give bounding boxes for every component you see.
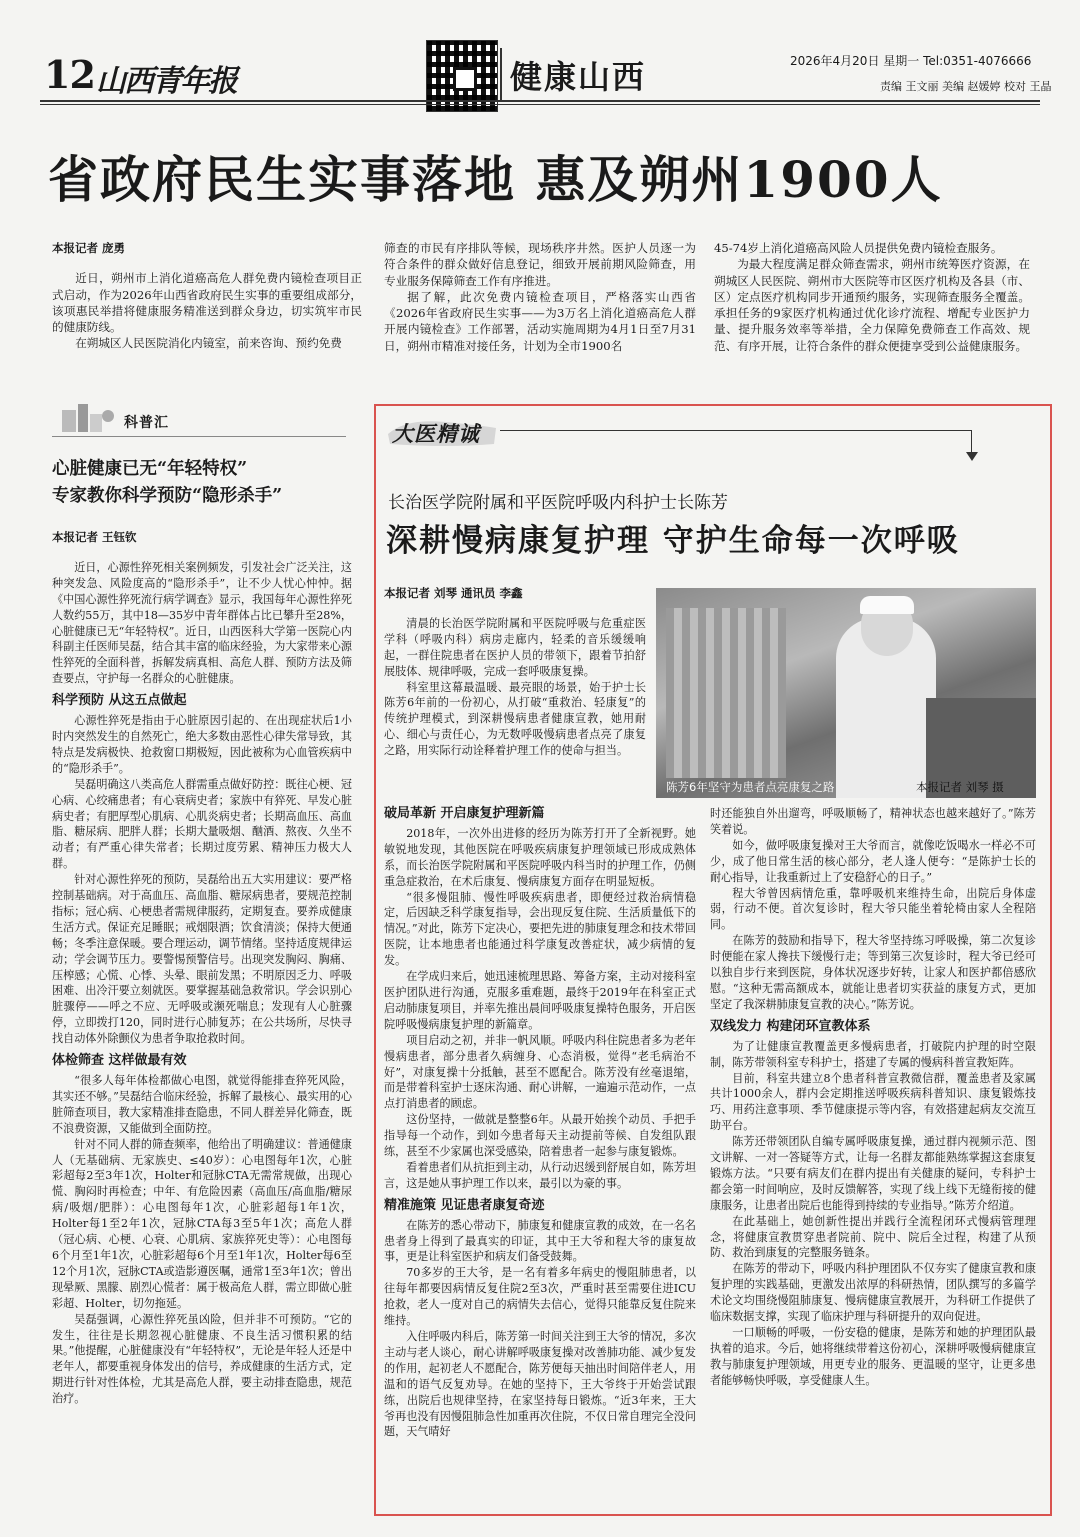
feature-paragraph: 清晨的长治医学院附属和平医院呼吸与危重症医学科（呼吸内科）病房走廊内，轻柔的音乐缓缓响起，一群住院患者在医护人员的带领下，跟着节拍舒展肢体、规律呼吸，完成一套呼吸康复操。: [384, 616, 646, 678]
feature-kicker: 长治医学院附属和平医院呼吸内科护士长陈芳: [388, 493, 728, 513]
kepu-title-line-2: 专家教你科学预防“隐形杀手”: [52, 486, 283, 506]
lead-paragraph: 据了解，此次免费内镜检查项目，严格落实山西省《2026年省政府民生实事——为3万名上消化道癌高危人群开展内镜检查》工作部署，活动实施周期为4月1日至7月31日，朔州市精准对接任务，计划为全市1900名: [384, 289, 696, 353]
lead-paragraph: 45-74岁上消化道癌高风险人员提供免费内镜检查服务。: [714, 241, 1003, 255]
feature-paragraph: 入住呼吸内科后，陈芳第一时间关注到王大爷的情况，多次主动与老人谈心，耐心讲解呼吸康复操对改善肺功能、减少复发的作用，起初老人不愿配合，陈芳便每天抽出时间陪伴老人，用温和的语气反复劝导。在她的坚持下，王大爷终于开始尝试跟练，出院后也规律坚持，在家坚持每日锻炼。“近3年来，王大爷再也没有因慢阻肺急性加重再次住院，不仅日常自理完全没问题，天气晴好: [384, 1330, 696, 1439]
arrow-down-icon: [966, 452, 978, 461]
feature-paragraph: 在此基础上，她创新性提出并践行全流程闭环式慢病管理理念，将健康宣教贯穿患者院前、院中、院后全过程，构建了从预防、救治到康复的完整服务链条。: [710, 1214, 1036, 1260]
kepu-subheading-2: 体检筛查 这样做最有效: [52, 1053, 187, 1069]
feature-paragraph: 如今，做呼吸康复操对王大爷而言，就像吃饭喝水一样必不可少，成了他日常生活的核心部分，老人逢人便夸：“是陈护士长的耐心指导，让我重新过上了安稳舒心的日子。”: [710, 838, 1036, 884]
kepu-paragraph: 吴磊明确这八类高危人群需重点做好防控：既往心梗、冠心病、心绞痛患者；有心衰病史者；家族中有猝死、早发心脏病史者；有肥厚型心肌病、心肌炎病史者；长期高血压、高血脂、糖尿病、肥胖人群；长期大量吸烟、酗酒、熬夜、久坐不动者；有严重心律失常者；长期过度劳累、精神压力极大人群。: [52, 777, 352, 871]
feature-paragraph: 科室里这幕最温暖、最亮眼的场景，始于护士长陈芳6年前的一份初心，从打破“重救治、轻康复”的传统护理模式，到深耕慢病患者健康宣教，她用耐心、细心与责任心，为无数呼吸慢病患者点亮了康复之路，用实际行动诠释着护理工作的使命与担当。: [384, 680, 646, 758]
feature-subheading-2: 精准施策 见证患者康复奇迹: [384, 1197, 545, 1213]
lead-paragraph: 在朔城区人民医院消化内镜室，前来咨询、预约免费: [75, 336, 342, 351]
kepu-title-line-1: 心脏健康已无“年轻特权”: [52, 459, 248, 479]
feature-photo[interactable]: [656, 588, 1036, 798]
feature-middle-column: [384, 800, 696, 1440]
kepu-paragraph: “很多人每年体检都做心电图，就觉得能排查猝死风险，其实还不够。”吴磊结合临床经验，拆解了最核心、最实用的心脏筛查项目，教大家精准排查隐患，不同人群差异化筛查，既不浪费资源，又能做到全面防控。: [52, 1074, 352, 1135]
feature-byline: 本报记者 刘琴 通讯员 李鑫: [384, 586, 523, 600]
feature-paragraph: 为了让健康宣教覆盖更多慢病患者，打破院内护理的时空限制，陈芳带领科室专科护士，搭建了专属的慢病科普宣教矩阵。: [710, 1039, 1036, 1069]
feature-paragraph: 一口顺畅的呼吸，一份安稳的健康，是陈芳和她的护理团队最执着的追求。今后，她将继续带着这份初心，深耕呼吸慢病健康宣教与肺康复护理领域，用更专业的服务、更温暖的坚守，让更多患者能够畅快呼吸，享受健康人生。: [710, 1326, 1036, 1387]
science-illustration-icon: [60, 402, 116, 434]
feature-paragraph: 时还能独自外出遛弯，呼吸顺畅了，精神状态也越来越好了。”陈芳笑着说。: [710, 807, 1036, 836]
feature-paragraph: 目前，科室共建立8个患者科普宣教微信群，覆盖患者及家属共计1000余人，群内会定期推送呼吸疾病科普知识、康复锻炼技巧、用药注意事项、季节健康提示等内容，有效搭建起病友交流互助平台。: [710, 1071, 1036, 1133]
feature-right-column: [710, 806, 1036, 1389]
editors-line: 责编 王文丽 美编 赵媛婷 校对 王晶: [880, 80, 1052, 93]
kepu-byline: 本报记者 王钰钦: [52, 530, 137, 544]
feature-paragraph: 在陈芳的鼓励和指导下，程大爷坚持练习呼吸操，第二次复诊时便能在家人搀扶下缓慢行走；等到第三次复诊时，程大爷已经可以独自步行来到医院，身体状况逐步好转，让家人和医护都倍感欣慰。“这种无需高额成本，就能让患者切实获益的康复方式，更加坚定了我深耕肺康复宣教的决心。”陈芳说。: [710, 934, 1036, 1011]
kepu-paragraph: 针对心源性猝死的预防，吴磊给出五大实用建议：要严格控制基础病。对于高血压、高血脂、糖尿病患者，要规范控制指标；冠心病、心梗患者需规律服药，定期复查。要养成健康生活方式。保证充足睡眠；戒烟限酒；饮食清淡；保持大便通畅；冬季注意保暖。要合理运动，调节情绪。坚持适度规律运动；学会调节压力。要警惕预警信号。出现突发胸闷、胸痛、压榨感；心慌、心悸、头晕、眼前发黑；不明原因乏力、呼吸困难、出冷汗要立刻就医。要掌握基础急救常识。学会识别心脏骤停——呼之不应、无呼吸或濒死喘息；发现有人心脏骤停，立即拨打120，同时进行心肺复苏；在公共场所，尽快寻找自动体外除颤仪为患者争取抢救时间。: [52, 873, 352, 1046]
kepu-title: [52, 456, 352, 510]
header-rule-thin: [40, 104, 1040, 105]
section-divider: [500, 48, 502, 100]
lead-column-2: [384, 240, 696, 354]
kepu-paragraph: 近日，心源性猝死相关案例频发，引发社会广泛关注，这种突发急、风险度高的“隐形杀手”，让不少人忧心忡忡。据《中国心源性猝死流行病学调查》显示，我国每年心源性猝死人数约55万，其中18—35岁中青年群体占比已攀升至28%，心脏健康已无“年轻特权”。近日，山西医科大学第一医院心内科副主任医师吴磊，结合其丰富的临床经验，为大家带来心源性猝死的全面科普，拆解发病真相、高危人群、预防方法及筛查要点，守护每一名群众的心脏健康。: [52, 560, 352, 686]
section-title: 健康山西: [510, 58, 647, 96]
lead-paragraph: 筛查的市民有序排队等候，现场秩序井然。医护人员逐一为符合条件的群众做好信息登记，细致开展前期风险筛查，用专业服务保障筛查工作有序推进。: [384, 241, 696, 288]
kepu-paragraph: 心源性猝死是指由于心脏原因引起的、在出现症状后1小时内突然发生的自然死亡，绝大多数由恶性心律失常导致，其特点是发病极快、抢救窗口期极短，因此被称为心血管疾病中的“隐形杀手”。: [52, 714, 352, 775]
feature-paragraph: 看着患者们从抗拒到主动，从行动迟缓到舒展自如，陈芳坦言，这是她从事护理工作以来，最引以为豪的事。: [384, 1160, 696, 1190]
lead-paragraph: 为最大程度满足群众筛查需求，朔州市统筹医疗资源，在朔城区人民医院、朔州市大医院等市区医疗机构及各县（市、区）定点医疗机构同步开通预约服务，实现筛查服务全覆盖。承担任务的9家医疗机构通过优化诊疗流程、增配专业医护力量、提升服务效率等举措，全力保障免费筛查工作高效、规范、有序开展，让符合条件的群众便捷享受到公益健康服务。: [714, 257, 1030, 353]
feature-paragraph: 70多岁的王大爷，是一名有着多年病史的慢阻肺患者，以往每年都要因病情反复住院2至3次，严重时甚至需要住进ICU抢救，老人一度对自己的病情失去信心，觉得只能靠反复住院来维持。: [384, 1266, 696, 1328]
kepu-body: [52, 530, 352, 1407]
feature-subheading-1: 破局革新 开启康复护理新篇: [384, 806, 545, 821]
kepu-paragraph: 吴磊强调，心源性猝死虽凶险，但并非不可预防。“它的发生，往往是长期忽视心脏健康、不良生活习惯积累的结果。”他提醒，心脏健康没有“年轻特权”，无论是年轻人还是中老年人，都要重视身体发出的信号，养成健康的生活方式，定期进行针对性体检，尤其是高危人群，要主动排查隐患，规范治疗。: [52, 1312, 352, 1406]
feature-paragraph: 在陈芳的带动下，呼吸内科护理团队不仅夯实了健康宣教和康复护理的实践基础，更激发出浓厚的科研热情，团队撰写的多篇学术论文均围绕慢阻肺康复、慢病健康宣教展开，为科研工作提供了临床数据支撑，实现了临床护理与科研提升的双向促进。: [710, 1262, 1036, 1324]
feature-paragraph: 在陈芳的悉心带动下，肺康复和健康宣教的成效，在一名名患者身上得到了最真实的印证，其中王大爷和程大爷的康复故事，更是让科室医护和病友们备受鼓舞。: [384, 1218, 696, 1264]
newspaper-logo: 山西青年报: [96, 64, 236, 99]
feature-paragraph: 陈芳还带领团队自编专属呼吸康复操，通过群内视频示范、图文讲解、一对一答疑等方式，让每一名群友都能熟练掌握这套康复锻炼方法。“只要有病友们在群内提出有关健康的疑问，专科护士都会第一时间响应，及时反馈解答，实现了线上线下无缝衔接的健康服务，让患者出院后也能得到持续的专业指导。”陈芳介绍道。: [710, 1135, 1036, 1212]
photo-caption: 陈芳6年坚守为患者点亮康复之路: [666, 780, 835, 794]
kepu-subheading-1: 科学预防 从这五点做起: [52, 693, 187, 709]
lead-column-3: [714, 240, 1030, 354]
feature-paragraph: 项目启动之初，并非一帆风顺。呼吸内科住院患者多为老年慢病患者，部分患者久病缠身、心态消极，觉得“老毛病治不好”，对康复操十分抵触，甚至不愿配合。陈芳没有丝毫退缩，而是带着科室护士逐床沟通、耐心讲解，一遍遍示范动作，一点点打消患者的顾虑。: [384, 1033, 696, 1111]
lead-byline: 本报记者 庞勇: [52, 241, 126, 255]
lead-column-1: [52, 240, 362, 352]
badge-arrow-line: [500, 430, 972, 431]
feature-paragraph: 在学成归来后，她迅速梳理思路、筹备方案，主动对接科室医护团队进行沟通，克服多重难题，最终于2019年在科室正式启动肺康复项目，并率先推出晨间呼吸康复操特色服务，开启医院呼吸慢病康复护理的新篇章。: [384, 970, 696, 1031]
feature-subheading-3: 双线发力 构建闭环宣教体系: [710, 1018, 871, 1034]
page-number: 12: [44, 52, 95, 97]
feature-paragraph: “很多慢阻肺、慢性呼吸疾病患者，即便经过救治病情稳定，后因缺乏科学康复指导，会出现反复住院、生活质量低下的情况。”对此，陈芳下定决心，要把先进的肺康复理念和技术带回医院，让本地患者也能通过科学康复改善症状，减少病情的复发。: [384, 890, 696, 968]
kepu-paragraph: 针对不同人群的筛查频率，他给出了明确建议：普通健康人（无基础病、无家族史、≤40岁）：心电图每年1次，心脏彩超每2至3年1次，Holter和冠脉CTA无需常规做，出现心慌、胸闷时再检查；中年、有危险因素（高血压/高血脂/糖尿病/吸烟/肥胖）：心电图每年1次，心脏彩超每1年1次，Holter每1至2年1次，冠脉CTA每3至5年1次；高危人群（冠心病、心梗、心衰、心肌病、家族猝死史等）：心电图每6个月至1年1次，心脏彩超每6个月至1年1次，Holter每6至12个月1次，冠脉CTA或造影遵医嘱，通常1至3年1次；曾出现晕厥、黑朦、剧烈心慌者：属于极高危人群，需立即做心脏彩超、Holter，切勿拖延。: [52, 1137, 352, 1310]
photo-credit: 本报记者 刘琴 摄: [916, 780, 1004, 794]
feature-paragraph: 这份坚持，一做就是整整6年。从最开始挨个动员、手把手指导每一个动作，到如今患者每天主动提前等候、自发组队跟练，甚至不少家属也深受感染，陪着患者一起参与康复锻炼。: [384, 1113, 696, 1159]
date-line: 2026年4月20日 星期一 Tel:0351-4076666: [790, 54, 1032, 68]
kepu-label: 科普汇: [124, 415, 169, 431]
column-badge: 大医精诚: [392, 421, 480, 446]
feature-title: 深耕慢病康复护理 守护生命每一次呼吸: [386, 523, 960, 559]
feature-paragraph: 2018年，一次外出进修的经历为陈芳打开了全新视野。她敏锐地发现，其他医院在呼吸疾病康复护理领域已形成成熟体系，而长治医学院附属和平医院呼吸内科当时的护理工作，仍侧重急症救治，在术后康复、慢病康复方面存在明显短板。: [384, 826, 696, 888]
lead-paragraph: 近日，朔州市上消化道癌高危人群免费内镜检查项目正式启动，作为2026年山西省政府民生实事的重要组成部分，该项惠民举措将健康服务精准送到群众身边，切实筑牢市民的健康防线。: [52, 271, 362, 335]
header-rule: [40, 100, 1040, 102]
feature-paragraph: 程大爷曾因病情危重，靠呼吸机来维持生命，出院后身体虚弱，行动不便。首次复诊时，程大爷只能坐着轮椅由家人全程陪同。: [710, 886, 1036, 932]
lead-headline: 省政府民生实事落地 惠及朔州1900人: [48, 150, 943, 209]
feature-intro-column: [384, 586, 646, 759]
